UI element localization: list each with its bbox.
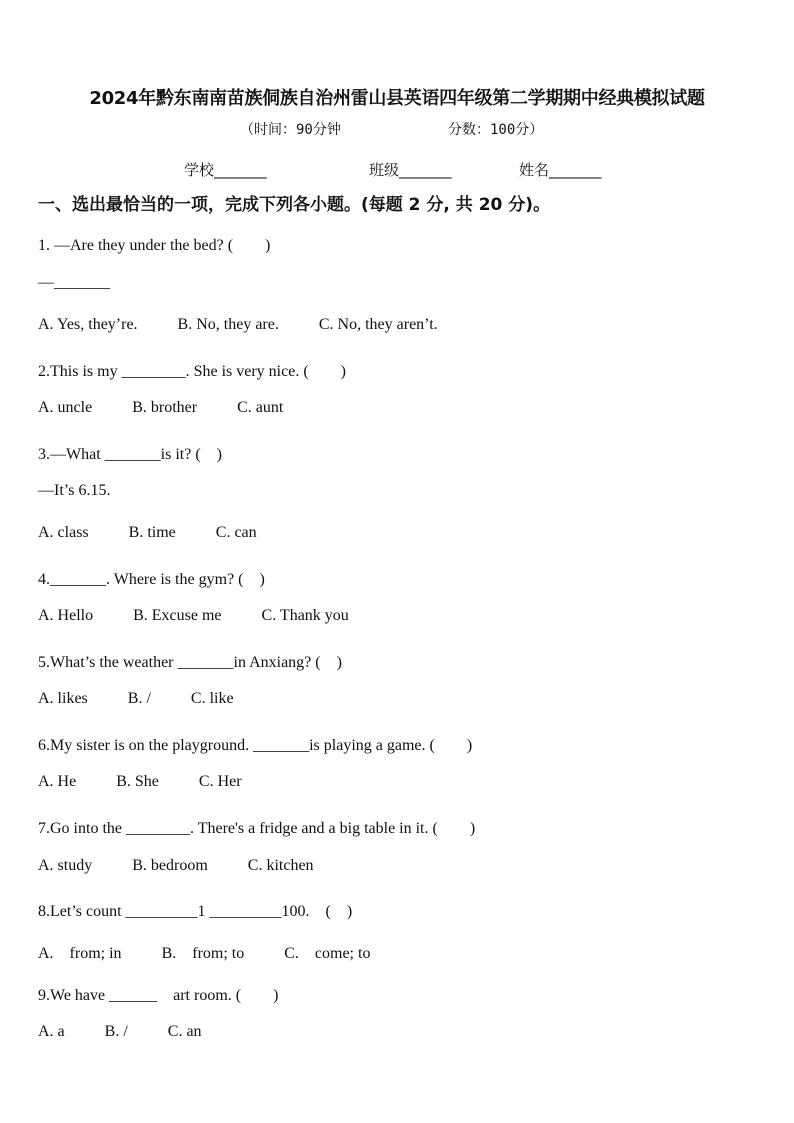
exam-score: 分数：100分）	[448, 122, 544, 138]
question-6-stem: 6.My sister is on the playground. _______is playing a game. ( )	[38, 737, 473, 754]
question-6-option-b: B. She	[116, 773, 159, 790]
question-6-options	[38, 773, 278, 791]
question-8-options	[38, 940, 406, 963]
question-6-option-a: A. He	[38, 773, 77, 790]
question-7-option-c: C. kitchen	[247, 857, 314, 874]
question-7-option-b: B. bedroom	[132, 857, 208, 874]
question-9-options	[38, 1023, 238, 1041]
question-1-answer-line: —_______	[38, 274, 110, 291]
question-3-stem: 3.—What _______is it? ( )	[38, 446, 222, 463]
question-8-stem: 8.Let’s count _________1 _________100. ( )	[38, 903, 353, 920]
question-9-stem: 9.We have ______ art room. ( )	[38, 987, 279, 1004]
question-7-option-a: A. study	[38, 857, 93, 874]
question-7-stem: 7.Go into the ________. There's a fridge and a big table in it. ( )	[38, 820, 476, 837]
question-1-stem: 1. —Are they under the bed? ( )	[38, 237, 271, 254]
question-3-option-b: B. time	[128, 524, 176, 541]
question-8-option-b: B. from; to	[161, 945, 245, 962]
question-1-option-c: C. No, they aren’t.	[318, 316, 438, 333]
question-4-option-a: A. Hello	[38, 607, 94, 624]
question-1-options	[38, 316, 474, 334]
question-3-option-a: A. class	[38, 524, 89, 541]
class-field: 班级_______	[369, 161, 452, 179]
question-2-stem: 2.This is my ________. She is very nice. ( )	[38, 363, 346, 380]
question-2-option-a: A. uncle	[38, 399, 93, 416]
question-1-option-a: A. Yes, they’re.	[38, 316, 138, 333]
question-4-options	[38, 607, 385, 625]
exam-time: （时间：90分钟	[240, 122, 341, 138]
question-3-options	[38, 524, 293, 542]
question-2-option-b: B. brother	[132, 399, 198, 416]
question-4-option-c: C. Thank you	[261, 607, 349, 624]
question-1-option-b: B. No, they are.	[177, 316, 279, 333]
question-9-option-b: B. /	[104, 1023, 128, 1040]
question-5-options	[38, 690, 270, 708]
section-title: 一、选出最恰当的一项，完成下列各小题。(每题 2 分, 共 20 分)。	[38, 195, 551, 215]
question-3-answer-line: —It’s 6.15.	[38, 482, 111, 499]
question-4-option-b: B. Excuse me	[133, 607, 222, 624]
question-5-stem: 5.What’s the weather _______in Anxiang? ( )	[38, 654, 342, 671]
exam-title: 2024年黔东南南苗族侗族自治州雷山县英语四年级第二学期期中经典模拟试题	[89, 88, 705, 109]
question-8-option-c: C. come; to	[284, 945, 371, 962]
question-9-option-a: A. a	[38, 1023, 65, 1040]
question-2-option-c: C. aunt	[237, 399, 284, 416]
question-6-option-c: C. Her	[198, 773, 242, 790]
question-7-options	[38, 857, 350, 875]
name-field: 姓名_______	[519, 161, 602, 179]
question-8-option-a: A. from; in	[38, 945, 122, 962]
question-3-option-c: C. can	[215, 524, 257, 541]
question-5-option-a: A. likes	[38, 690, 88, 707]
question-4-stem: 4._______. Where is the gym? ( )	[38, 571, 265, 588]
question-9-option-c: C. an	[167, 1023, 202, 1040]
question-5-option-b: B. /	[127, 690, 151, 707]
question-2-options	[38, 399, 319, 417]
question-5-option-c: C. like	[190, 690, 234, 707]
school-field: 学校_______	[184, 161, 267, 179]
